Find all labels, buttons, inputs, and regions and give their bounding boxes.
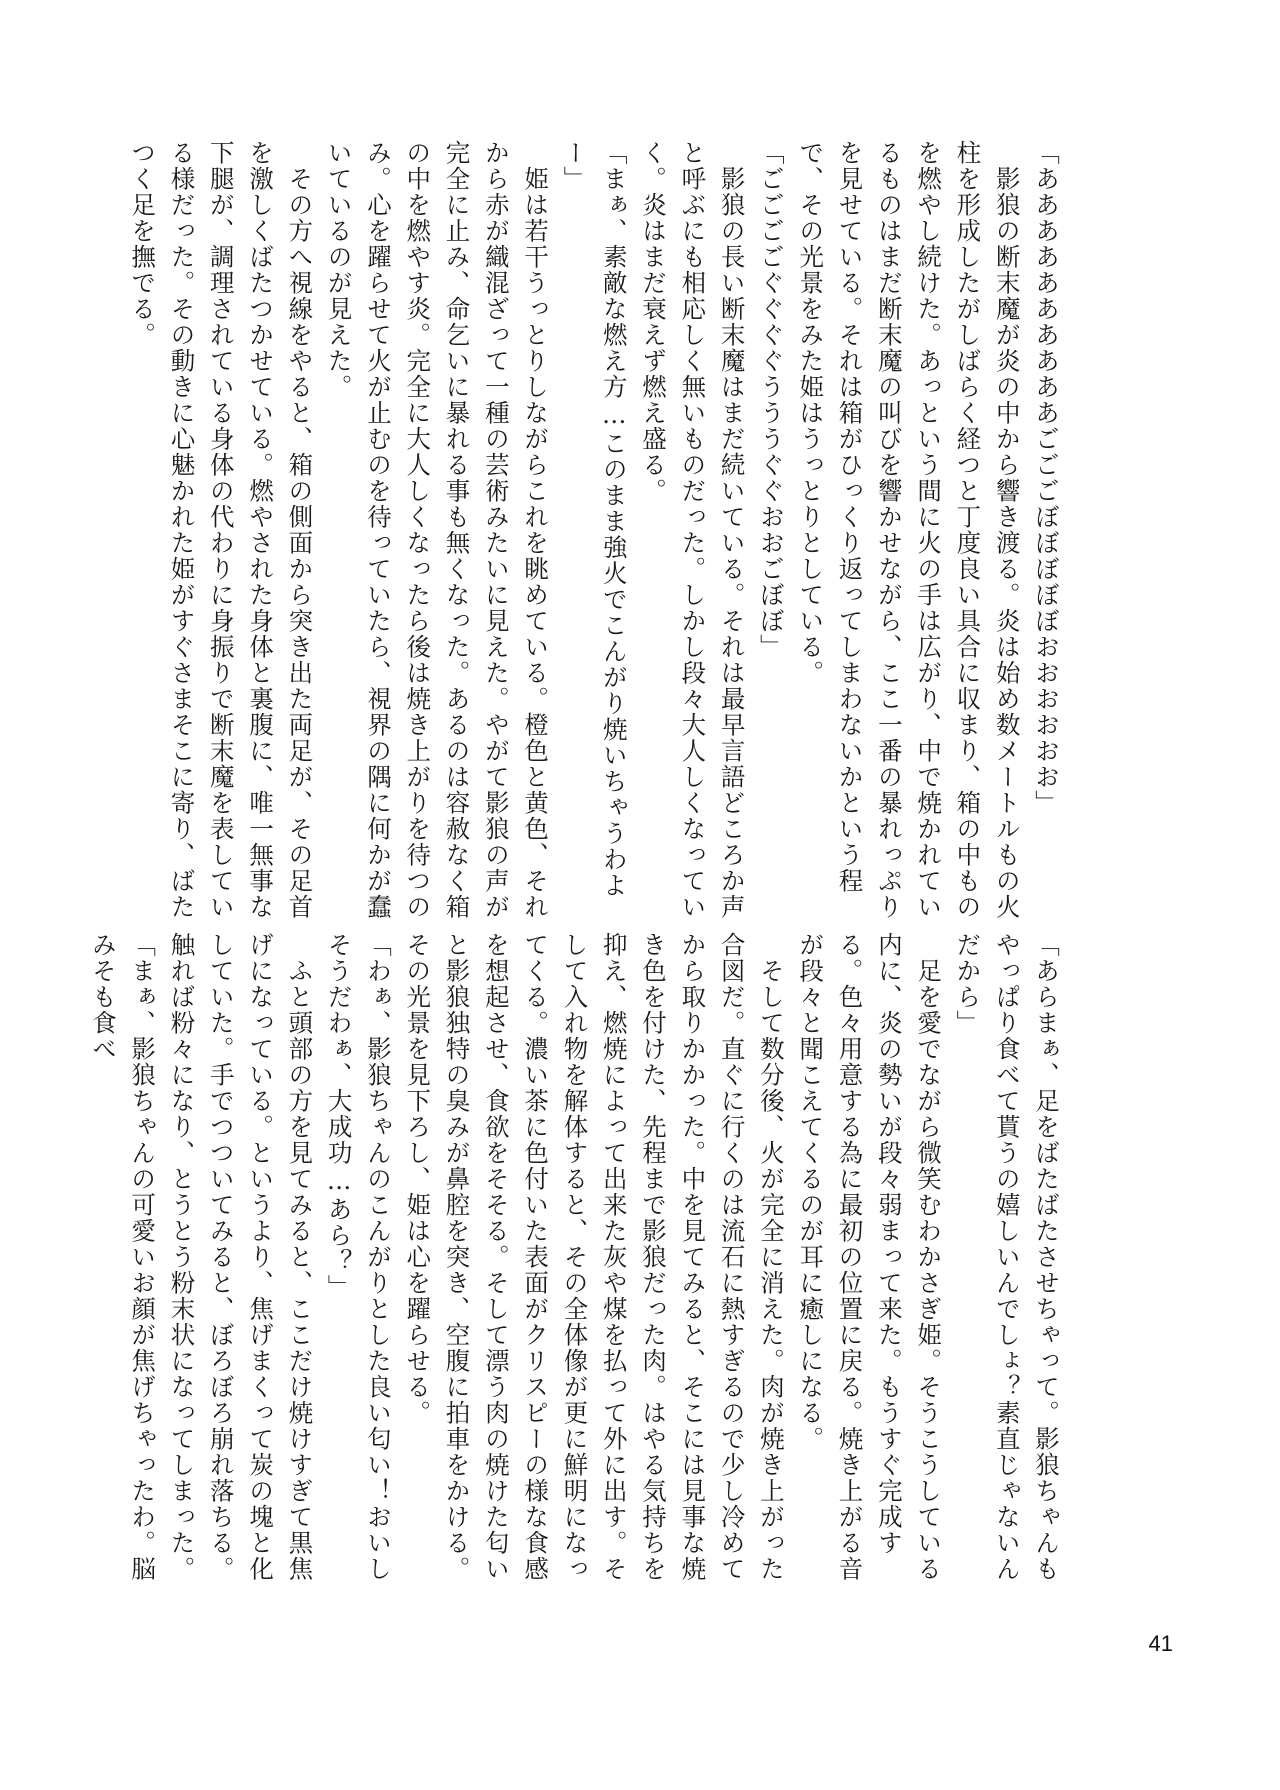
paragraph: その方へ視線をやると、箱の側面から突き出た両足が、その足首を激しくばたつかせている。燃やされた身体と裏腹に、唯一無事な下腿が、調理されている身体の代わりに身振りで断末魔を表している様だった。その動きに心魅かれた姫がすぐさまそこに寄り、ばたつく足を撫でる。 <box>128 140 315 920</box>
paragraph: 「あらまぁ、足をばたばたさせちゃって。影狼ちゃんもやっぱり食べて貰うの嬉しいんでしょ？素直じゃないんだから」 <box>953 932 1061 1582</box>
paragraph: 「まぁ、影狼ちゃんの可愛いお顔が焦げちゃったわ。脳みそも食べ <box>88 932 158 1582</box>
paragraph: 影狼の断末魔が炎の中から響き渡る。炎は始め数メートルもの火柱を形成したがしばらく経つと丁度良い具合に収まり、箱の中ものを燃やし続けた。あっという間に火の手は広がり、中で焼かれているものはまだ断末魔の叫びを響かせながら、ここ一番の暴れっぷりを見せている。それは箱がひっくり返ってしまわないかという程で、その光景をみた姫はうっとりとしている。 <box>796 140 1022 920</box>
paragraph: 「わぁ、影狼ちゃんのこんがりとした良い匂い！おいしそうだわぁ、大成功…あら？」 <box>324 932 393 1582</box>
paragraph: 「ごごごごぐぐぐぐうううぐぐおおごぼぼ」 <box>756 140 786 660</box>
page-number: 41 <box>1148 1631 1173 1656</box>
paragraph: 「ああああああああああごごごぼぼぼぼぼおおおおおお」 <box>1032 140 1061 816</box>
paragraph: 影狼の長い断末魔はまだ続いている。それは最早言語どころか声と呼ぶにも相応しく無いものだった。しかし段々大人しくなっていく。炎はまだ衰えず燃え盛る。 <box>639 140 747 920</box>
paragraph: 姫は若干うっとりしながらこれを眺めている。橙色と黄色、それから赤が織混ざって一種の芸術みたいに見えた。やがて影狼の声が完全に止み、命乞いに暴れる事も無くなった。あるのは容赦なく箱の中を燃やす炎。完全に大人しくなったら後は焼き上がりを待つのみ。心を躍らせて火が止むのを待っていたら、視界の隅に何かが蠢いているのが見えた。 <box>324 140 551 920</box>
text-block-bottom <box>88 932 1066 1586</box>
paragraph: 「まぁ、素敵な燃え方…このまま強火でこんがり焼いちゃうわよー」 <box>560 140 629 899</box>
paragraph: ふと頭部の方を見てみると、ここだけ焼けすぎて黒焦げになっている。というより、焦げまくって炭の塊と化していた。手でつついてみると、ぼろぼろ崩れ落ちる。触れば粉々になり、とうとう粉末状になってしまった。 <box>167 932 315 1582</box>
paragraph: そして数分後、火が完全に消えた。肉が焼き上がった合図だ。直ぐに行くのは流石に熱すぎるので少し冷めてから取りかかった。中を見てみると、そこには見事な焼き色を付けた、先程まで影狼だった肉。はやる気持ちを抑え、燃焼によって出来た灰や煤を払って外に出す。そして入れ物を解体すると、その全体像が更に鮮明になってくる。濃い茶に色付いた表面がクリスピーの様な食感を想起させ、食欲をそそる。そして漂う肉の焼けた匂いと影狼独特の臭みが鼻腔を突き、空腹に拍車をかける。その光景を見下ろし、姫は心を躍らせる。 <box>403 932 786 1582</box>
text-block-top <box>128 140 1066 920</box>
paragraph: 足を愛でながら微笑むわかさぎ姫。そうこうしている内に、炎の勢いが段々弱まって来た。もうすぐ完成する。色々用意する為に最初の位置に戻る。焼き上がる音が段々と聞こえてくるのが耳に癒しになる。 <box>796 932 944 1582</box>
